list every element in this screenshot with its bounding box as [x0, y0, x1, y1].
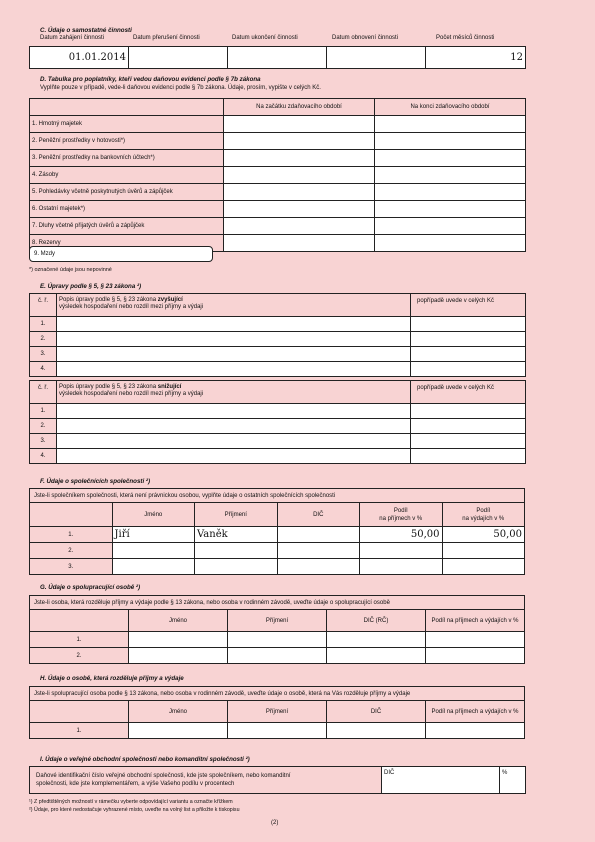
i-dic-field[interactable] [382, 767, 500, 794]
f-dic-field[interactable] [277, 527, 360, 543]
d-row-end[interactable] [375, 218, 526, 235]
e-row-num: 3. [30, 347, 57, 362]
section-i-title: I. Údaje o veřejné obchodní společnosti nebo komanditní společnosti ²) [40, 756, 250, 763]
h-col-name: Jméno [129, 701, 228, 723]
e-row-amount[interactable] [411, 362, 526, 377]
f-col-income: Podíl na příjmech v % [360, 503, 443, 527]
f-dic-field[interactable] [277, 559, 360, 575]
d-row-start[interactable] [224, 167, 375, 184]
d-row-end[interactable] [375, 235, 526, 252]
g-col-name: Jméno [129, 610, 228, 632]
i-desc: Daňové identifikační číslo veřejné obchodní společnosti, kde jste společníkem, nebo komanditní společnosti, kde jste komplementářem, a výše Vašeho podílu v procentech [30, 767, 382, 794]
f-dic-field[interactable] [277, 543, 360, 559]
c-col-interrupt: Datum přerušení činnosti [133, 35, 200, 41]
g-name-field[interactable] [129, 632, 228, 648]
e-row-desc[interactable] [57, 419, 411, 434]
f-expense-field[interactable] [442, 559, 525, 575]
mzdy-field[interactable] [29, 246, 213, 262]
f-col-dic: DIČ [277, 503, 360, 527]
section-h-table [29, 686, 525, 739]
mzdy-label: 9. Mzdy [34, 251, 56, 257]
end-date-field[interactable] [228, 47, 327, 69]
h-col-dic: DIČ [327, 701, 426, 723]
d-row-end[interactable] [375, 201, 526, 218]
d-row-label: 2. Peněžní prostředky v hotovosti*) [30, 133, 224, 150]
section-c-title: C. Údaje o samostatné činnosti [40, 27, 132, 34]
d-row-end[interactable] [375, 167, 526, 184]
c-col-end: Datum ukončení činnosti [232, 35, 298, 41]
footnote-2: ²) Údaje, pro které nedostačuje vyhrazené místo, uveďte na volný list a přiložte k tiskopisu [29, 807, 240, 813]
section-g-title: G. Údaje o spolupracující osobě ²) [40, 584, 141, 591]
g-col-surname: Příjmení [228, 610, 327, 632]
d-row-end[interactable] [375, 133, 526, 150]
g-surname-field[interactable] [228, 632, 327, 648]
f-income-field[interactable] [360, 559, 443, 575]
e-row-desc[interactable] [57, 332, 411, 347]
d-row-label: 6. Ostatní majetek*) [30, 201, 224, 218]
e-col-cr: č. ř. [30, 294, 57, 317]
renew-date-field[interactable] [327, 47, 426, 69]
e-col-amount: popřípadě uvede v celých Kč [411, 294, 526, 317]
d-row-start[interactable] [224, 184, 375, 201]
d-row-start[interactable] [224, 218, 375, 235]
f-row-num: 3. [30, 559, 113, 575]
f-col-surname: Příjmení [195, 503, 278, 527]
f-income-field[interactable]: 50,00 [360, 527, 443, 543]
g-col-dic: DIČ (RČ) [327, 610, 426, 632]
f-name-field[interactable] [112, 559, 195, 575]
g-surname-field[interactable] [228, 648, 327, 664]
f-row-num: 1. [30, 527, 113, 543]
d-col-end: Na konci zdaňovacího období [375, 99, 526, 116]
e-row-desc[interactable] [57, 449, 411, 464]
section-e-decrease-table [29, 380, 526, 464]
e-row-num: 3. [30, 434, 57, 449]
c-col-months: Počet měsíců činnosti [436, 35, 495, 41]
d-row-start[interactable] [224, 150, 375, 167]
d-col-start: Na začátku zdaňovacího období [224, 99, 375, 116]
f-row-num: 2. [30, 543, 113, 559]
c-col-renew: Datum obnovení činnosti [332, 35, 399, 41]
d-row-start[interactable] [224, 133, 375, 150]
e-col-amount: popřípadě uvede v celých Kč [411, 381, 526, 404]
section-e-increase-table [29, 293, 526, 377]
d-row-end[interactable] [375, 116, 526, 133]
page-number: (2) [271, 820, 279, 826]
e-row-amount[interactable] [411, 347, 526, 362]
g-dic-field[interactable] [327, 632, 426, 648]
d-note: *) označené údaje jsou nepovinné [29, 267, 112, 273]
f-surname-field[interactable] [195, 559, 278, 575]
d-row-label: 5. Pohledávky včetně poskytnutých úvěrů a zápůjček [30, 184, 224, 201]
d-row-label: 8. Rezervy [30, 235, 224, 252]
e-row-num: 1. [30, 404, 57, 419]
g-name-field[interactable] [129, 648, 228, 664]
d-row-label: 4. Zásoby [30, 167, 224, 184]
d-row-start[interactable] [224, 201, 375, 218]
i-pct-field[interactable] [500, 767, 526, 794]
e-row-num: 2. [30, 419, 57, 434]
c-col-start: Datum zahájení činnosti [40, 35, 105, 41]
h-dic-field[interactable] [327, 723, 426, 739]
e-inc-desc: Popis úpravy podle § 5, § 23 zákona zvyšující výsledek hospodaření nebo rozdíl mezi příjmy a výdaji [57, 294, 411, 317]
section-f-title: F. Údaje o společnících společnosti ²) [40, 478, 151, 485]
i-pct-label: % [502, 770, 508, 776]
h-row-num: 1. [30, 723, 129, 739]
f-col-expense: Podíl na výdajích v % [442, 503, 525, 527]
f-name-field[interactable]: Jiří [112, 527, 195, 543]
g-dic-field[interactable] [327, 648, 426, 664]
section-f-table [29, 488, 525, 575]
f-subtitle: Jste-li společníkem společnosti, která není právnickou osobou, vyplňte údaje o ostatních společnících společnosti [30, 489, 525, 503]
d-row-label: 3. Peněžní prostředky na bankovních účtech*) [30, 150, 224, 167]
e-row-desc[interactable] [57, 434, 411, 449]
h-share-field[interactable] [426, 723, 525, 739]
section-i-table [29, 766, 526, 794]
section-h-title: H. Údaje o osobě, která rozděluje příjmy a výdaje [40, 675, 184, 682]
f-expense-field[interactable] [442, 543, 525, 559]
e-row-desc[interactable] [57, 347, 411, 362]
e-row-desc[interactable] [57, 317, 411, 332]
section-c-table [29, 46, 526, 69]
section-d-table [29, 98, 526, 252]
g-col-share: Podíl na příjmech a výdajích v % [426, 610, 525, 632]
d-row-end[interactable] [375, 184, 526, 201]
h-name-field[interactable] [129, 723, 228, 739]
d-row-end[interactable] [375, 150, 526, 167]
h-surname-field[interactable] [228, 723, 327, 739]
e-row-desc[interactable] [57, 362, 411, 377]
g-share-field[interactable] [426, 632, 525, 648]
h-col-share: Podíl na příjmech a výdajích v % [426, 701, 525, 723]
footnote-1: ¹) Z předtištěných možností v rámečku vyberte odpovídající variantu a označte křížkem [29, 799, 233, 805]
e-row-desc[interactable] [57, 404, 411, 419]
f-name-field[interactable] [112, 543, 195, 559]
f-surname-field[interactable] [195, 543, 278, 559]
d-row-start[interactable] [224, 235, 375, 252]
i-dic-label: DIČ [384, 770, 395, 776]
f-col-name: Jméno [112, 503, 195, 527]
d-row-label: 1. Hmotný majetek [30, 116, 224, 133]
f-surname-field[interactable]: Vaněk [195, 527, 278, 543]
e-row-num: 2. [30, 332, 57, 347]
e-dec-desc: Popis úpravy podle § 5, § 23 zákona snižující výsledek hospodaření nebo rozdíl mezi příjmy a výdaji [57, 381, 411, 404]
interrupt-date-field[interactable] [129, 47, 228, 69]
d-row-start[interactable] [224, 116, 375, 133]
h-col-surname: Příjmení [228, 701, 327, 723]
months-field[interactable]: 12 [426, 47, 526, 69]
g-row-num: 2. [30, 648, 129, 664]
e-row-amount[interactable] [411, 434, 526, 449]
f-income-field[interactable] [360, 543, 443, 559]
e-row-amount[interactable] [411, 332, 526, 347]
section-g-table [29, 595, 525, 664]
g-subtitle: Jste-li osoba, která rozděluje příjmy a výdaje podle § 13 zákona, nebo osoba v rodinném závodě, uveďte údaje o spolupracující osobě [30, 596, 525, 610]
e-row-amount[interactable] [411, 449, 526, 464]
section-d-title: D. Tabulka pro poplatníky, kteří vedou daňovou evidenci podle § 7b zákona [40, 76, 261, 83]
e-row-amount[interactable] [411, 404, 526, 419]
e-row-num: 4. [30, 362, 57, 377]
h-subtitle: Jste-li spolupracující osoba podle § 13 zákona, nebo osoba v rodinném závodě, uveďte údaje o osobě, která na Vás rozděluje příjmy a výdaje [30, 687, 525, 701]
e-row-amount[interactable] [411, 419, 526, 434]
d-row-label: 7. Dluhy včetně přijatých úvěrů a zápůjček [30, 218, 224, 235]
g-row-num: 1. [30, 632, 129, 648]
e-row-num: 1. [30, 317, 57, 332]
g-share-field[interactable] [426, 648, 525, 664]
e-row-num: 4. [30, 449, 57, 464]
start-date-field[interactable]: 01.01.2014 [30, 47, 129, 69]
section-d-subtitle: Vyplňte pouze v případě, vede-li daňovou evidenci podle § 7b zákona. Údaje, prosím, vypište v celých Kč. [40, 85, 321, 91]
e-col-cr: č. ř. [30, 381, 57, 404]
e-row-amount[interactable] [411, 317, 526, 332]
section-e-title: E. Úpravy podle § 5, § 23 zákona ²) [40, 283, 142, 290]
f-expense-field[interactable]: 50,00 [442, 527, 525, 543]
